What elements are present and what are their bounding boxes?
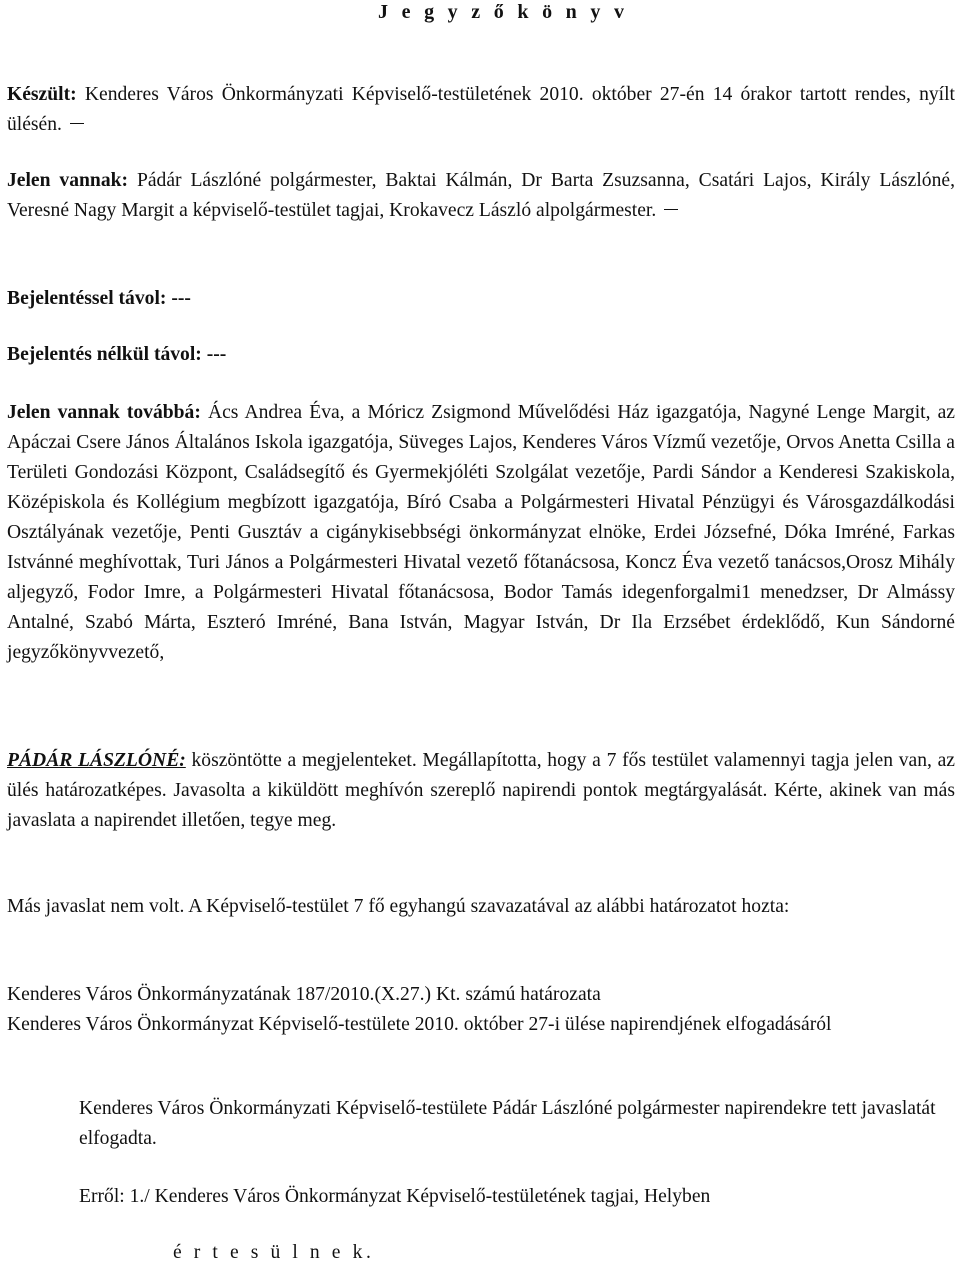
prepared-label: Készült: — [7, 84, 77, 105]
absent-unnotified-label: Bejelentés nélkül távol: --- — [7, 344, 227, 365]
document-title: J e g y z ő k ö n y v — [378, 1, 629, 23]
absent-notified-label: Bejelentéssel távol: --- — [7, 288, 191, 309]
vote-paragraph — [7, 892, 955, 922]
resolution-subject: Kenderes Város Önkormányzat Képviselő-testülete 2010. október 27-i ülése napirendjének elfogadásáról — [7, 1014, 832, 1035]
absent-unnotified-paragraph — [7, 340, 955, 370]
resolution-body — [79, 1094, 939, 1154]
dash-mark — [70, 123, 84, 124]
notification-text: Erről: 1./ Kenderes Város Önkormányzat Képviselő-testületének tagjai, Helyben — [79, 1186, 711, 1207]
chair-text: köszöntötte a megjelenteket. Megállapította, hogy a 7 fős testület valamennyi tagja jelen van, az ülés határozatképes. Javasolta a kiküldött meghívón szereplő napirendi pontok megtárgyalását. Kérte, akinek van más javaslata a napirendet illetően, tegye meg. — [7, 750, 955, 831]
present-paragraph — [7, 166, 955, 226]
also-present-paragraph — [7, 398, 955, 668]
also-present-text: Ács Andrea Éva, a Móricz Zsigmond Művelődési Ház igazgatója, Nagyné Lenge Margit, az Apáczai Csere János Általános Iskola igazgatója, Süveges Lajos, Kenderes Város Vízmű vezetője, Orvos Anetta Csilla a Területi Gondozási Központ, Családsegítő és Gyermekjóléti Szolgálat vezetője, Pardi Sándor a Kenderesi Szakiskola, Középiskola és Kollégium megbízott igazgatója, Bíró Csaba a Polgármesteri Hivatal Pénzügyi és Városgazdálkodási Osztályának vezetője, Penti Gusztáv a cigánykisebbségi önkormányzat elnöke, Erdei Józsefné, Dóka Imréné, Farkas Istvánné meghívottak, Turi János a Polgármesteri Hivatal vezető főtanácsosa, Koncz Éva vezető tanácsos,Orosz Mihály aljegyző, Fodor Imre, a Polgármesteri Hivatal főtanácsosa, Bodor Tamás idegenforgalmi1 menedzser, Dr Almássy Antalné, Szabó Márta, Eszteró Imréné, Bana István, Magyar István, Dr Ila Erzsébet érdeklődő, Kun Sándorné jegyzőkönyvvezető, — [7, 402, 955, 663]
prepared-paragraph — [7, 80, 955, 140]
also-present-label: Jelen vannak továbbá: — [7, 402, 201, 423]
present-text: Pádár Lászlóné polgármester, Baktai Kálmán, Dr Barta Zsuzsanna, Csatári Lajos, Király Lászlóné, Veresné Nagy Margit a képviselő-testület tagjai, Krokavecz László alpolgármester. — [7, 170, 955, 221]
absent-notified-paragraph — [7, 284, 955, 314]
resolution-title-paragraph — [7, 980, 955, 1040]
notified-text: é r t e s ü l n e k. — [173, 1242, 375, 1263]
notification-paragraph — [79, 1182, 939, 1212]
resolution-body-text: Kenderes Város Önkormányzati Képviselő-testülete Pádár Lászlóné polgármester napirendekre tett javaslatát elfogadta. — [79, 1098, 936, 1149]
prepared-text: Kenderes Város Önkormányzati Képviselő-testületének 2010. október 27-én 14 órakor tartott rendes, nyílt ülésén. — [7, 84, 955, 135]
present-label: Jelen vannak: — [7, 170, 129, 191]
dash-mark — [664, 209, 678, 210]
chair-label: PÁDÁR LÁSZLÓNÉ: — [7, 750, 186, 771]
resolution-number: Kenderes Város Önkormányzatának 187/2010.(X.27.) Kt. számú határozata — [7, 984, 601, 1005]
vote-text: Más javaslat nem volt. A Képviselő-testület 7 fő egyhangú szavazatával az alábbi határozatot hozta: — [7, 896, 790, 917]
chair-paragraph — [7, 746, 955, 836]
